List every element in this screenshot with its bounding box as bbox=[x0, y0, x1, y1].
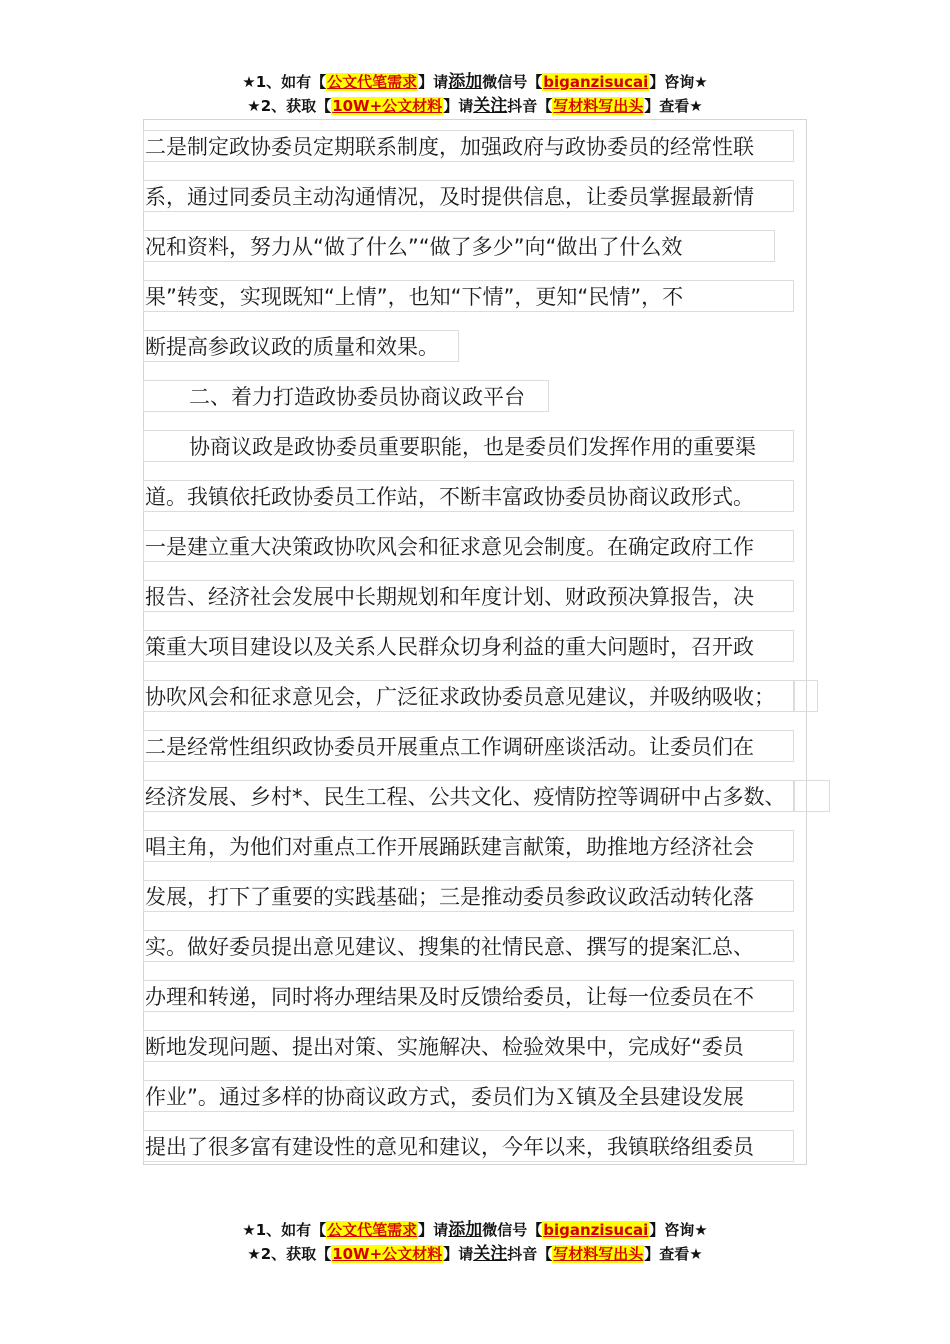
text-line: 作业”。通过多样的协商议政方式，委员们为Ｘ镇及全县建设发展 bbox=[143, 1080, 794, 1112]
banner-text: 抖音【 bbox=[507, 1245, 553, 1263]
text-line: 提出了很多富有建设性的意见和建议，今年以来，我镇联络组委员 bbox=[143, 1130, 794, 1162]
banner-emphasis: 关注 bbox=[473, 1244, 508, 1264]
text-line: 实。做好委员提出意见建议、搜集的社情民意、撰写的提案汇总、 bbox=[143, 930, 794, 962]
text-line: 经济发展、乡村*、民生工程、公共文化、疫情防控等调研中占多数、 bbox=[143, 780, 794, 812]
text-line: 报告、经济社会发展中长期规划和年度计划、财政预决算报告，决 bbox=[143, 580, 794, 612]
text-line: 一是建立重大决策政协吹风会和征求意见会制度。在确定政府工作 bbox=[143, 530, 794, 562]
banner-text: 】请 bbox=[443, 1245, 474, 1263]
text-line: 道。我镇依托政协委员工作站，不断丰富政协委员协商议政形式。 bbox=[143, 480, 794, 512]
banner-text: ★1、如有【 bbox=[242, 1221, 327, 1239]
banner-text: 微信号【 bbox=[482, 73, 543, 91]
text-line: 办理和转递，同时将办理结果及时反馈给委员，让每一位委员在不 bbox=[143, 980, 794, 1012]
text-line: 系，通过同委员主动沟通情况，及时提供信息，让委员掌握最新情 bbox=[143, 180, 794, 212]
banner-text: 】请 bbox=[418, 1221, 449, 1239]
text-line: 况和资料，努力从“做了什么”“做了多少”向“做出了什么效 bbox=[143, 230, 775, 262]
banner-text: 】查看★ bbox=[644, 97, 703, 115]
text-line: 发展，打下了重要的实践基础；三是推动委员参政议政活动转化落 bbox=[143, 880, 794, 912]
banner-highlight: 10W+公文材料 bbox=[332, 1245, 443, 1263]
banner-wechat-id: biganzisucai bbox=[543, 73, 649, 91]
overflow-marker bbox=[794, 780, 830, 812]
section-heading: 二、着力打造政协委员协商议政平台 bbox=[143, 380, 549, 412]
banner-emphasis: 添加 bbox=[448, 1220, 483, 1240]
banner-line-1 bbox=[0, 1218, 950, 1242]
paragraph-first-line: 协商议政是政协委员重要职能，也是委员们发挥作用的重要渠 bbox=[143, 430, 794, 462]
banner-line-2 bbox=[0, 94, 950, 118]
text-line: 唱主角，为他们对重点工作开展踊跃建言献策，助推地方经济社会 bbox=[143, 830, 794, 862]
text-line: 二是制定政协委员定期联系制度，加强政府与政协委员的经常性联 bbox=[143, 130, 794, 162]
banner-highlight: 公文代笔需求 bbox=[327, 73, 418, 91]
banner-emphasis: 关注 bbox=[473, 96, 508, 116]
banner-text: 微信号【 bbox=[482, 1221, 543, 1239]
banner-emphasis: 添加 bbox=[448, 72, 483, 92]
banner-text: ★2、获取【 bbox=[247, 1245, 332, 1263]
footer-banner bbox=[0, 1218, 950, 1266]
banner-douyin-id: 写材料写出头 bbox=[553, 1245, 644, 1263]
banner-text: ★1、如有【 bbox=[242, 73, 327, 91]
text-line: 断提高参政议政的质量和效果。 bbox=[143, 330, 459, 362]
header-banner bbox=[0, 70, 950, 118]
banner-text: 】查看★ bbox=[644, 1245, 703, 1263]
banner-wechat-id: biganzisucai bbox=[543, 1221, 649, 1239]
banner-text: ★2、获取【 bbox=[247, 97, 332, 115]
text-line: 二是经常性组织政协委员开展重点工作调研座谈活动。让委员们在 bbox=[143, 730, 794, 762]
banner-highlight: 10W+公文材料 bbox=[332, 97, 443, 115]
banner-douyin-id: 写材料写出头 bbox=[553, 97, 644, 115]
text-line: 协吹风会和征求意见会，广泛征求政协委员意见建议，并吸纳吸收； bbox=[143, 680, 794, 712]
text-line: 果”转变，实现既知“上情”，也知“下情”，更知“民情”，不 bbox=[143, 280, 794, 312]
banner-line-2 bbox=[0, 1242, 950, 1266]
text-line: 策重大项目建设以及关系人民群众切身利益的重大问题时，召开政 bbox=[143, 630, 794, 662]
banner-line-1 bbox=[0, 70, 950, 94]
banner-highlight: 公文代笔需求 bbox=[327, 1221, 418, 1239]
text-line: 断地发现问题、提出对策、实施解决、检验效果中，完成好“委员 bbox=[143, 1030, 794, 1062]
banner-text: 】咨询★ bbox=[649, 73, 708, 91]
banner-text: 抖音【 bbox=[507, 97, 553, 115]
banner-text: 】请 bbox=[443, 97, 474, 115]
banner-text: 】请 bbox=[418, 73, 449, 91]
overflow-marker bbox=[794, 680, 818, 712]
banner-text: 】咨询★ bbox=[649, 1221, 708, 1239]
